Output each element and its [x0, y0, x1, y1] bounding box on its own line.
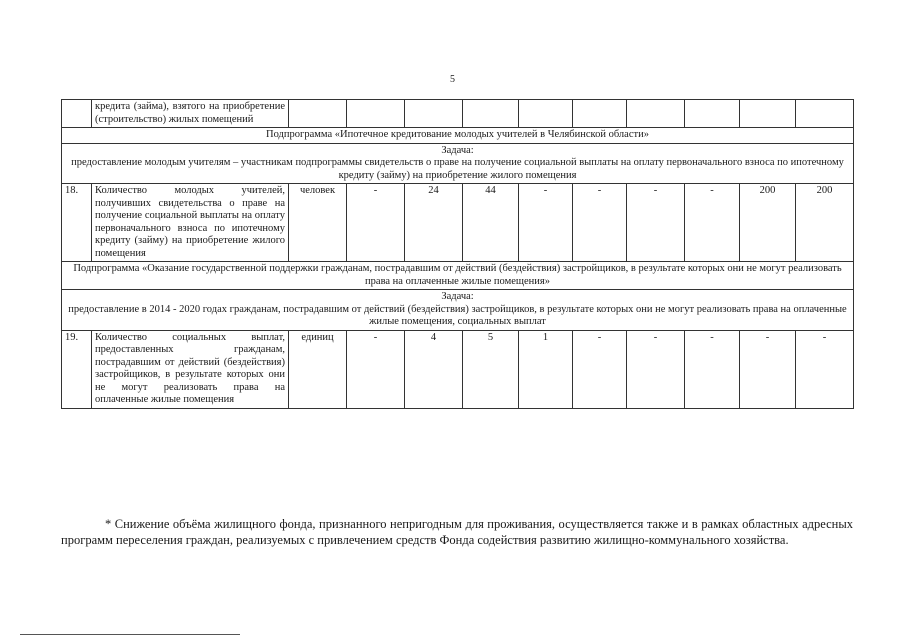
- table-row-continuation: [62, 100, 854, 128]
- value-cell: 24: [405, 184, 463, 262]
- value-cell: [573, 100, 627, 128]
- value-cell: -: [573, 184, 627, 262]
- task-label: Задача:: [441, 291, 474, 302]
- indicators-table: [61, 99, 854, 409]
- task-cell: [62, 290, 854, 331]
- task-text: предоставление в 2014 - 2020 годах гражданам, пострадавшим от действий (бездействия) застройщиков, в результате которых они не могут реализовать права на оплаченные жилые помещения, социальных выплат: [68, 303, 847, 327]
- page-number: 5: [450, 74, 455, 85]
- value-cell: 200: [796, 184, 854, 262]
- value-cell: [519, 100, 573, 128]
- task-text: предоставление молодым учителям – участникам подпрограммы свидетельств о праве на получение социальной выплаты на оплату первоначального взноса по ипотечному кредиту (займу) на приобретение жилого помещения: [71, 157, 844, 181]
- value-cell: 5: [463, 330, 519, 408]
- value-cell: 1: [519, 330, 573, 408]
- value-cell: [796, 100, 854, 128]
- task-cell: [62, 143, 854, 184]
- divider: [20, 634, 240, 635]
- indicator-cell: Количество социальных выплат, предоставленных гражданам, пострадавшим от действий (бездействия) застройщиков, в результате которых они не могут реализовать права на оплаченные жилые помещения: [92, 330, 289, 408]
- unit-cell: единиц: [289, 330, 347, 408]
- table-row-18: [62, 184, 854, 262]
- value-cell: [685, 100, 740, 128]
- value-cell: 44: [463, 184, 519, 262]
- task-row: [62, 290, 854, 331]
- value-cell: -: [627, 184, 685, 262]
- value-cell: [463, 100, 519, 128]
- value-cell: 4: [405, 330, 463, 408]
- footnote: * Снижение объёма жилищного фонда, признанного непригодным для проживания, осуществляется также и в рамках областных адресных программ переселения граждан, реализуемых с привлечением средств Фонда содействия развитию жилищно-коммунального хозяйства.: [61, 517, 853, 547]
- value-cell: -: [573, 330, 627, 408]
- value-cell: -: [796, 330, 854, 408]
- num-cell: 19.: [62, 330, 92, 408]
- value-cell: 200: [740, 184, 796, 262]
- subprogram-title-row: [62, 262, 854, 290]
- value-cell: -: [740, 330, 796, 408]
- num-cell: 18.: [62, 184, 92, 262]
- task-row: [62, 143, 854, 184]
- indicator-cell: кредита (займа), взятого на приобретение (строительство) жилых помещений: [92, 100, 289, 128]
- value-cell: -: [347, 330, 405, 408]
- subprogram-title: Подпрограмма «Оказание государственной поддержки гражданам, пострадавшим от действий (бездействия) застройщиков, в результате которых они не могут реализовать права на оплаченные жилые помещения»: [62, 262, 854, 290]
- task-label: Задача:: [441, 144, 474, 156]
- value-cell: [740, 100, 796, 128]
- unit-cell: [289, 100, 347, 128]
- indicator-cell: Количество молодых учителей, получивших свидетельства о праве на получение социальной выплаты на оплату первоначального взноса по ипотечному кредиту (займу) на приобретение жилого помещения: [92, 184, 289, 262]
- value-cell: -: [519, 184, 573, 262]
- value-cell: -: [347, 184, 405, 262]
- value-cell: [627, 100, 685, 128]
- value-cell: -: [685, 184, 740, 262]
- value-cell: -: [627, 330, 685, 408]
- table-row-19: [62, 330, 854, 408]
- unit-cell: человек: [289, 184, 347, 262]
- value-cell: [347, 100, 405, 128]
- value-cell: [405, 100, 463, 128]
- value-cell: -: [685, 330, 740, 408]
- num-cell: [62, 100, 92, 128]
- subprogram-title: Подпрограмма «Ипотечное кредитование молодых учителей в Челябинской области»: [62, 128, 854, 144]
- subprogram-title-row: [62, 128, 854, 144]
